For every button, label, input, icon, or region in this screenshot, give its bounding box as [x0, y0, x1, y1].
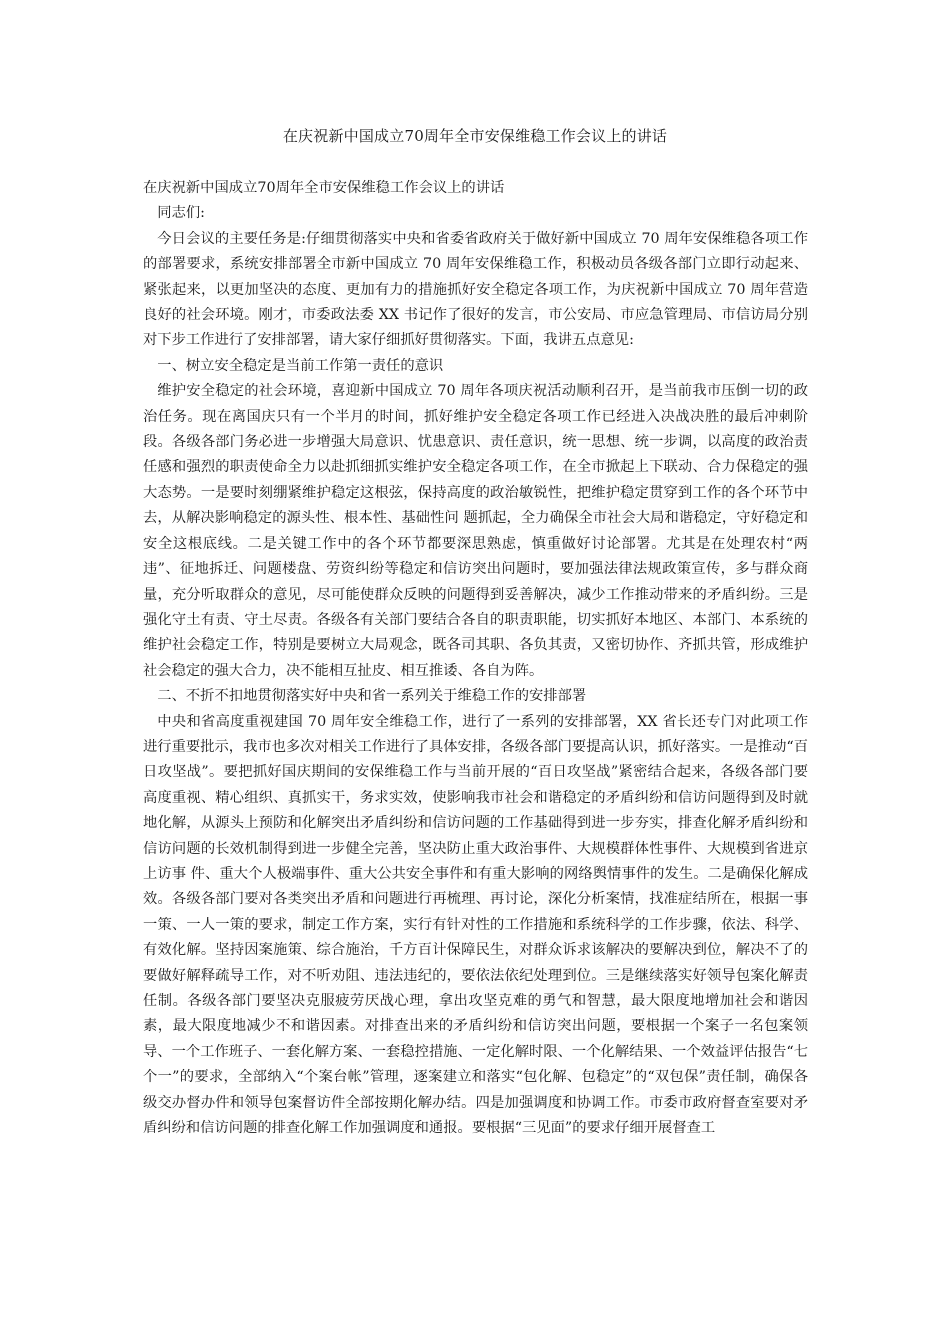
- paragraph-section-1: 维护安全稳定的社会环境，喜迎新中国成立 70 周年各项庆祝活动顺利召开，是当前我市压倒一切的政治任务。现在离国庆只有一个半月的时间，抓好维护安全稳定各项工作已经进入决战决胜的最后冲刺阶段。各级各部门务必进一步增强大局意识、忧患意识、责任意识，统一思想、统一步调，以高度的政治责任感和强烈的职责使命全力以赴抓细抓实维护安全稳定各项工作，在全市掀起上下联动、合力保稳定的强大态势。一是要时刻绷紧维护稳定这根弦，保持高度的政治敏锐性，把维护稳定贯穿到工作的各个环节中去，从解决影响稳定的源头性、根本性、基础性问 题抓起，全力确保全市社会大局和谐稳定，守好稳定和安全这根底线。二是关键工作中的各个环节都要深思熟虑，慎重做好讨论部署。尤其是在处理农村“两违”、征地拆迁、问题楼盘、劳资纠纷等稳定和信访突出问题时，要加强法律法规政策宣传，多与群众商量，充分听取群众的意见，尽可能使群众反映的问题得到妥善解决，减少工作推动带来的矛盾纠纷。三是强化守土有责、守土尽责。各级各有关部门要结合各自的职责职能，切实抓好本地区、本部门、本系统的维护社会稳定工作，特别是要树立大局观念，既各司其职、各负其责，又密切协作、齐抓共管，形成维护社会稳定的强大合力，决不能相互扯皮、相互推诿、各自为阵。: [143, 383, 808, 679]
- document-title: 在庆祝新中国成立70周年全市安保维稳工作会议上的讲话: [143, 180, 505, 196]
- paragraph-intro: 今日会议的主要任务是:仔细贯彻落实中央和省委省政府关于做好新中国成立 70 周年安保维稳各项工作的部署要求，系统安排部署全市新中国成立 70 周年安保维稳工作，积极动员各级各部门立即行动起来、紧张起来，以更加坚决的态度、更加有力的措施抓好安全稳定各项工作，为庆祝新中国成立 70 周年营造良好的社会环境。刚才，市委政法委 XX 书记作了很好的发言，市公安局、市应急管理局、市信访局分别对下步工作进行了安排部署，请大家仔细抓好贯彻落实。下面，我讲五点意见:: [143, 230, 808, 349]
- page-header-title: 在庆祝新中国成立70周年全市安保维稳工作会议上的讲话: [282, 127, 668, 145]
- salutation: 同志们:: [157, 205, 206, 222]
- document-body: [143, 176, 808, 1141]
- paragraph-section-2: 中央和省高度重视建国 70 周年安全维稳工作，进行了一系列的安排部署，XX 省长还专门对此项工作进行重要批示，我市也多次对相关工作进行了具体安排，各级各部门要提高认识，抓好落实。一是推动“百日攻坚战”。要把抓好国庆期间的安保维稳工作与当前开展的“百日攻坚战”紧密结合起来，各级各部门要高度重视、精心组织、真抓实干，务求实效，使影响我市社会和谐稳定的矛盾纠纷和信访问题得到及时就地化解，从源头上预防和化解突出矛盾纠纷和信访问题的工作基础得到进一步夯实，排查化解矛盾纠纷和信访问题的长效机制得到进一步健全完善，坚决防止重大政治事件、大规模群体性事件、大规模到省进京上访事 件、重大个人极端事件、重大公共安全事件和有重大影响的网络舆情事件的发生。二是确保化解成效。各级各部门要对各类突出矛盾和问题进行再梳理、再讨论，深化分析案情，找准症结所在，根据一事一策、一人一策的要求，制定工作方案，实行有针对性的工作措施和系统科学的工作步骤，依法、科学、有效化解。坚持因案施策、综合施治，千方百计保障民生，对群众诉求该解决的要解决到位，解决不了的要做好解释疏导工作，对不听劝阻、违法违纪的，要依法依纪处理到位。三是继续落实好领导包案化解责任制。各级各部门要坚决克服疲劳厌战心理，拿出攻坚克难的勇气和智慧，最大限度地增加社会和谐因素，最大限度地减少不和谐因素。对排查出来的矛盾纠纷和信访突出问题，要根据一个案子一名包案领导、一个工作班子、一套化解方案、一套稳控措施、一定化解时限、一个化解结果、一个效益评估报告“七个一”的要求，全部纳入“个案台帐”管理，逐案建立和落实“包化解、包稳定”的“双包保”责任制，确保各级交办督办件和领导包案督访件全部按期化解办结。四是加强调度和协调工作。市委市政府督查室要对矛盾纠纷和信访问题的排查化解工作加强调度和通报。要根据“三见面”的要求仔细开展督查工: [143, 713, 808, 1137]
- section-heading-2: 二、不折不扣地贯彻落实好中央和省一系列关于维稳工作的安排部署: [157, 688, 587, 705]
- section-heading-1: 一、树立安全稳定是当前工作第一责任的意识: [157, 357, 444, 374]
